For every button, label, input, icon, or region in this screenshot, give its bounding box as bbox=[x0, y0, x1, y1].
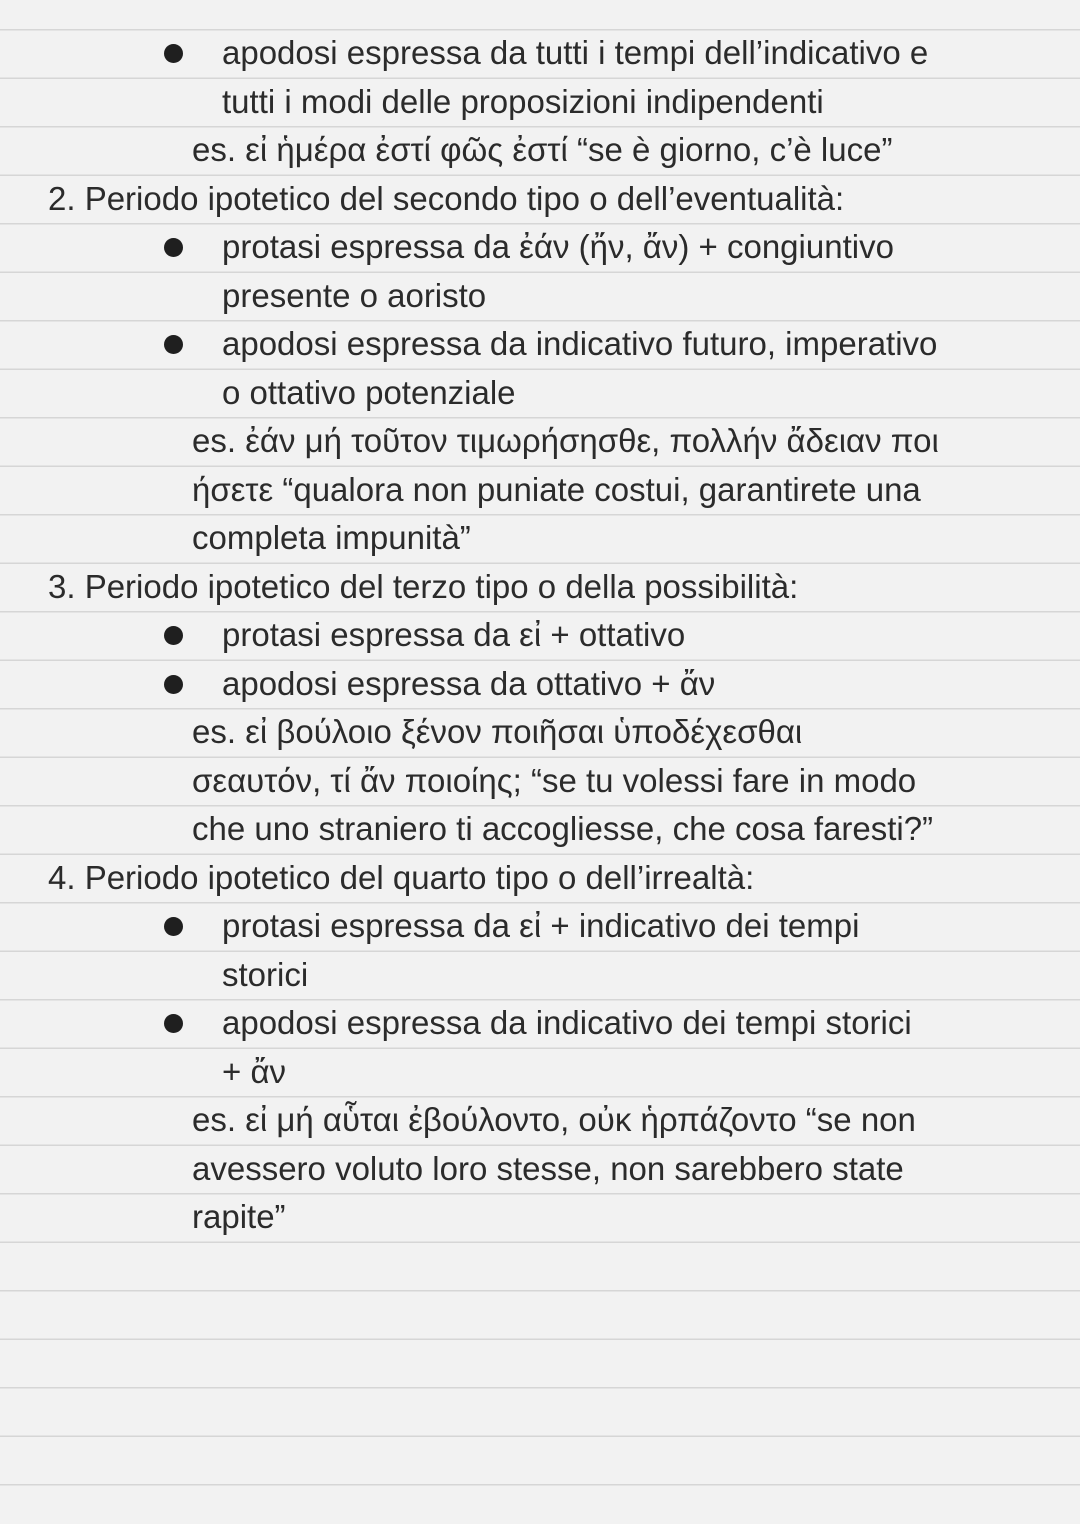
bullet-text: protasi espressa da εἰ + ottativo bbox=[222, 616, 686, 653]
bullet-icon bbox=[164, 335, 183, 354]
bullet-icon bbox=[164, 44, 183, 63]
bullet-icon bbox=[164, 238, 183, 257]
bullet-text: apodosi espressa da ottativo + ἄν bbox=[222, 664, 716, 702]
example-text: ήσετε “qualora non puniate costui, garantirete una bbox=[192, 470, 921, 508]
example-text: es. εἰ βούλοιο ξένον ποιῆσαι ὑποδέχεσθαι bbox=[192, 713, 803, 750]
bullet-text-continuation: + ἄν bbox=[222, 1052, 287, 1090]
example-text: σεαυτόν, τί ἄν ποιοίης; “se tu volessi fare in modo bbox=[192, 761, 917, 799]
section-heading-4: 4. Periodo ipotetico del quarto tipo o dell’irrealtà: bbox=[48, 858, 755, 896]
bullet-text-continuation: o ottativo potenziale bbox=[222, 373, 516, 411]
bullet-text: protasi espressa da ἐάν (ἤν, ἄν) + congiuntivo bbox=[222, 228, 894, 265]
bullet-icon bbox=[164, 675, 183, 694]
section-heading-2: 2. Periodo ipotetico del secondo tipo o dell’eventualità: bbox=[48, 179, 845, 217]
example-text: avessero voluto loro stesse, non sarebbero state bbox=[192, 1149, 904, 1187]
bullet-text-continuation: storici bbox=[222, 955, 309, 993]
bullet-text-continuation: tutti i modi delle proposizioni indipendenti bbox=[222, 82, 824, 120]
bullet-text: apodosi espressa da indicativo futuro, imperativo bbox=[222, 325, 938, 362]
bullet-text-continuation: presente o aoristo bbox=[222, 276, 487, 314]
example-text: completa impunità” bbox=[192, 519, 471, 556]
example-text: es. εἰ ἡμέρα ἐστί φῶς ἐστί “se è giorno, c’è luce” bbox=[192, 131, 893, 168]
example-text: che uno straniero ti accogliesse, che cosa faresti?” bbox=[192, 810, 934, 847]
bullet-icon bbox=[164, 917, 183, 936]
example-text: es. ἐάν μή τοῦτον τιμωρήσησθε, πολλήν ἄδειαν ποι bbox=[192, 422, 939, 459]
bullet-icon bbox=[164, 1014, 183, 1033]
bullet-icon bbox=[164, 626, 183, 645]
bullet-text: apodosi espressa da tutti i tempi dell’indicativo e bbox=[222, 34, 929, 71]
bullet-text: protasi espressa da εἰ + indicativo dei tempi bbox=[222, 907, 860, 944]
example-text: es. εἰ μή αὗται ἐβούλοντο, οὐκ ἡρπάζοντο “se non bbox=[192, 1101, 916, 1138]
bullet-text: apodosi espressa da indicativo dei tempi storici bbox=[222, 1004, 912, 1041]
example-text: rapite” bbox=[192, 1198, 286, 1235]
section-heading-3: 3. Periodo ipotetico del terzo tipo o della possibilità: bbox=[48, 567, 799, 605]
